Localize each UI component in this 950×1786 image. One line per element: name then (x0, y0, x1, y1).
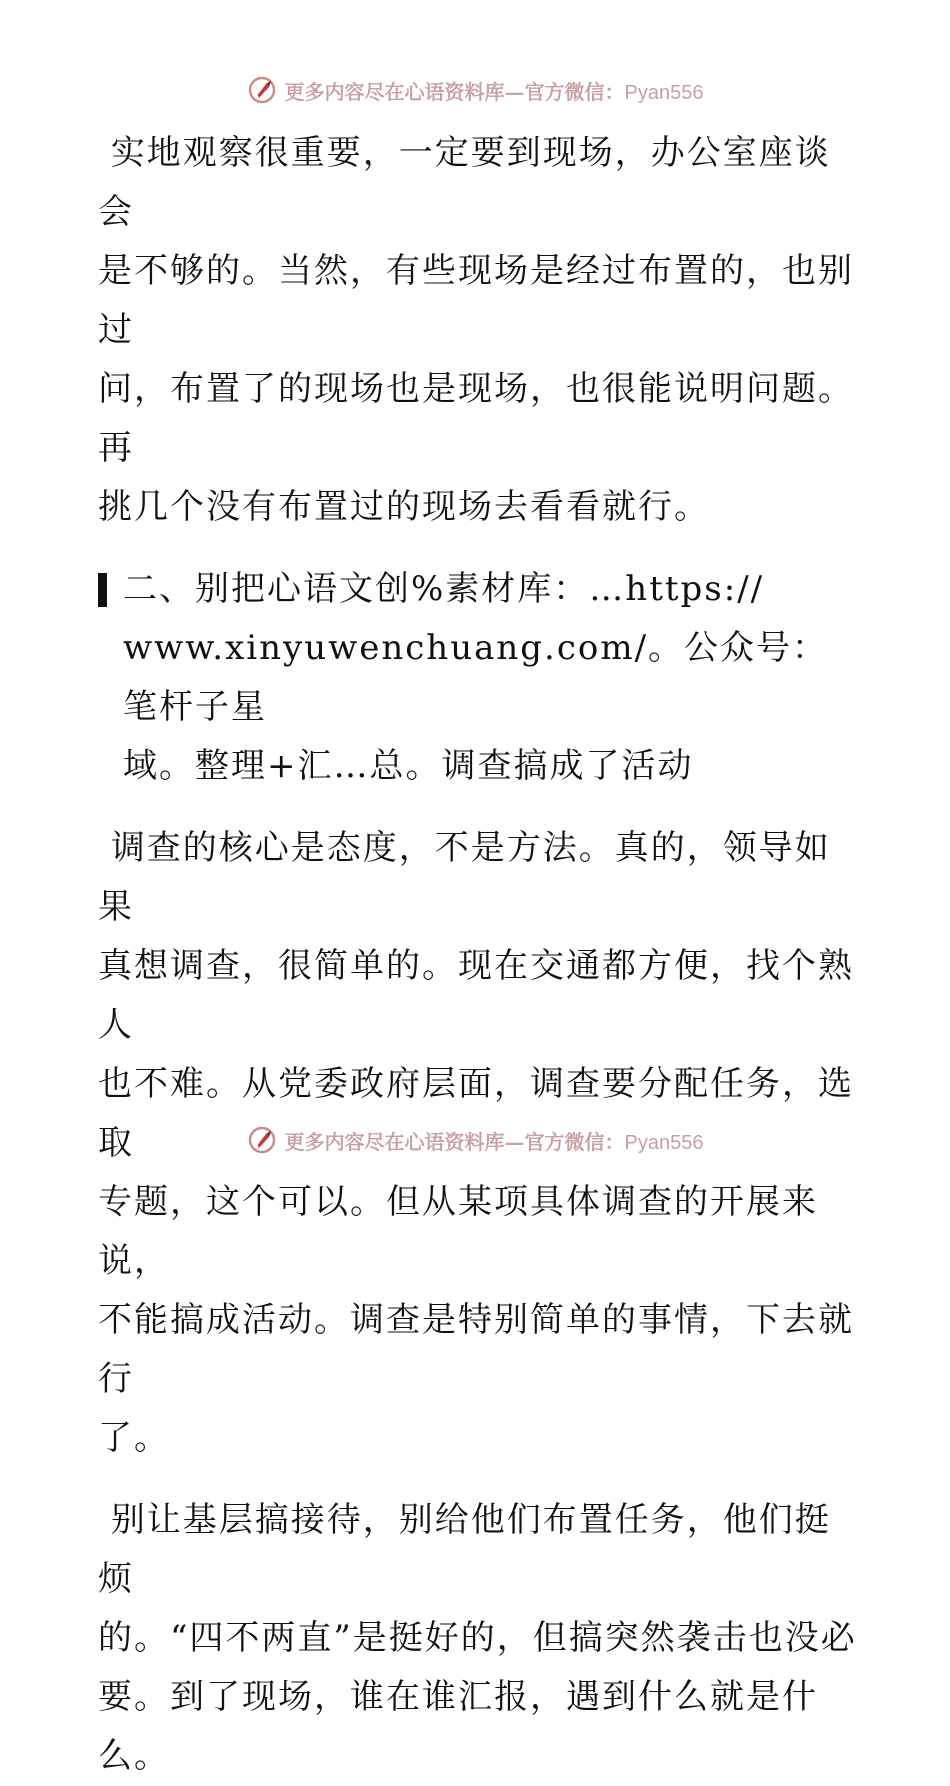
paragraph-observation: 实地观察很重要，一定要到现场，办公室座谈会 是不够的。当然，有些现场是经过布置的，也别过 问，布置了的现场也是现场，也很能说明问题。再 挑几个没有布置过的现场去看看就行。 (98, 133, 854, 527)
heading-bar-marker (98, 573, 107, 607)
header-watermark (0, 70, 950, 110)
document-body (98, 124, 858, 1786)
paragraph-reception: 别让基层搞接待，别给他们布置任务，他们挺烦 的。“四不两直”是挺好的，但搞突然袭击也没必 要。到了现场，谁在谁汇报，遇到什么就是什么。 (98, 1500, 857, 1776)
paragraph-attitude: 调查的核心是态度，不是方法。真的，领导如果 真想调查，很简单的。现在交通都方便，找个熟人 也不难。从党委政府层面，调查要分配任务，选取 专题，这个可以。但从某项具体调查的开展来说， 不能搞成活动。调查是特别简单的事情，下去就行 了。 (98, 828, 854, 1458)
watermark-text: 更多内容尽在心语资料库—官方微信：Pyan556 (284, 79, 704, 104)
footer-watermark (0, 1120, 950, 1160)
pen-nib-logo-icon (247, 75, 277, 105)
watermark-text: 更多内容尽在心语资料库—官方微信：Pyan556 (284, 1129, 704, 1154)
section-heading (98, 560, 858, 796)
pen-nib-logo-icon (247, 1125, 277, 1155)
section-heading-text: 二、别把心语文创%素材库：…https:// www.xinyuwenchuang.com/。公众号：笔杆子星 域。整理+汇…总。调查搞成了活动 (123, 569, 829, 786)
